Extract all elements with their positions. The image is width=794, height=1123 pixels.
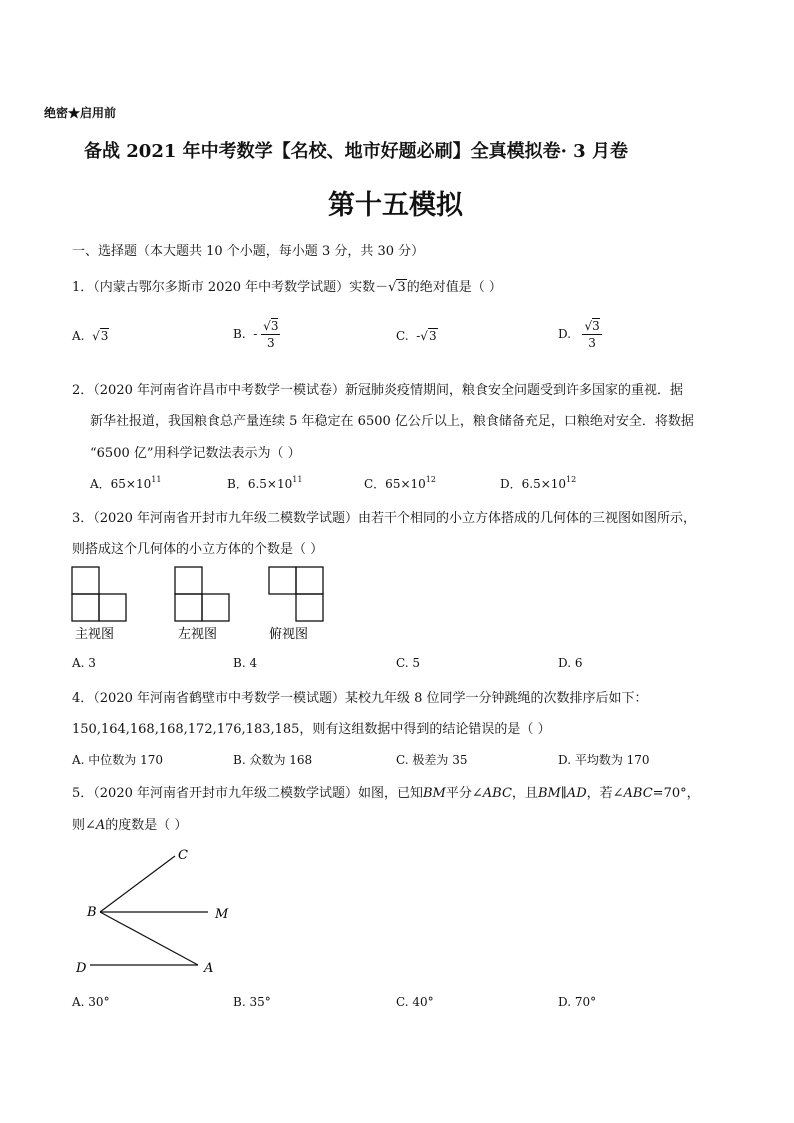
question-1-option-d: D. $\frac{√3}{3}$ [558,319,600,350]
question-2-line-3: “6500 亿”用科学记数法表示为（ ） [90,446,301,461]
confidential-label: 绝密★启用前 [44,106,117,120]
question-3-option-d: D. 6 [558,656,583,670]
question-2-option-b: B．$6.5\times 10^{11}$ [227,475,303,491]
question-5-option-b: B. 35° [233,995,271,1009]
point-m-label: M [215,907,229,922]
question-4-option-a: A. 中位数为 170 [72,753,164,767]
question-5-option-a: A. 30° [72,995,110,1009]
front-view-cell [72,567,99,594]
point-c-label: C [178,848,188,863]
section-heading: 一、选择题（本大题共 10 个小题，每小题 3 分，共 30 分） [72,244,425,259]
question-1-stem: 1．（内蒙古鄂尔多斯市 2020 年中考数学试题）实数－√3的绝对值是（ ） [72,280,502,295]
question-4-option-c: C. 极差为 35 [396,753,468,767]
question-4-option-b: B. 众数为 168 [233,753,313,767]
question-5-line-1: 5．（2020 年河南省开封市九年级二模数学试题）如图，已知BM平分∠ABC，且BM∥AD，若∠ABC=70°， [72,786,700,801]
left-view-label: 左视图 [178,627,218,642]
top-view-cell [296,594,323,621]
segment-ba [100,912,198,965]
top-view-cell [269,567,296,594]
question-5-option-d: D. 70° [558,995,597,1009]
question-4-line-1: 4．（2020 年河南省鹤壁市中考数学一模试题）某校九年级 8 位同学一分钟跳绳的次数排序后如下： [72,691,648,706]
exam-subtitle: 备战 2021 年中考数学【名校、地市好题必刷】全真模拟卷· 3 月卷 [84,141,628,162]
question-3-option-b: B. 4 [233,656,258,670]
three-views-figure [66,562,336,644]
angle-figure [70,842,240,982]
question-1-option-c: C. -√3 [396,329,437,343]
question-2-option-a: A．$65\times 10^{11}$ [90,475,162,491]
question-1-option-a: A. √3 [72,329,109,343]
question-2-line-1: 2．（2020 年河南省许昌市中考数学一模试卷）新冠肺炎疫情期间，粮食安全问题受到许多国家的重视．据 [72,383,683,398]
question-3-line-2: 则搭成这个几何体的小立方体的个数是（ ） [72,542,324,557]
ray-bc [100,856,175,912]
front-view-cell [99,594,126,621]
top-view-label: 俯视图 [269,627,309,642]
question-3-line-1: 3．（2020 年河南省开封市九年级二模数学试题）由若干个相同的小立方体搭成的几何体的三视图如图所示， [72,511,696,526]
point-b-label: B [87,905,97,920]
front-view-label: 主视图 [75,627,115,642]
question-2-line-2: 新华社报道，我国粮食总产量连续 5 年稳定在 6500 亿公斤以上，粮食储备充足，口粮绝对安全．将数据 [90,414,694,429]
front-view-cell [72,594,99,621]
question-2-option-d: D．$6.5\times 10^{12}$ [500,475,577,491]
point-d-label: D [76,961,87,976]
page-title: 第十五模拟 [328,190,463,221]
question-4-option-d: D. 平均数为 170 [558,753,650,767]
question-5-option-c: C. 40° [396,995,434,1009]
question-3-option-a: A. 3 [72,656,96,670]
question-5-line-2: 则∠A的度数是（ ） [72,818,188,833]
question-4-line-2: 150,164,168,168,172,176,183,185，则有这组数据中得到的结论错误的是（ ） [72,722,551,737]
left-view-cell [175,567,202,594]
point-a-label: A [204,961,214,976]
question-1-option-b: B. - $\frac{√3}{3}$ [233,319,279,350]
left-view-cell [175,594,202,621]
left-view-cell [202,594,229,621]
question-3-option-c: C. 5 [396,656,421,670]
top-view-cell [296,567,323,594]
question-2-option-c: C．$65\times 10^{12}$ [364,475,436,491]
